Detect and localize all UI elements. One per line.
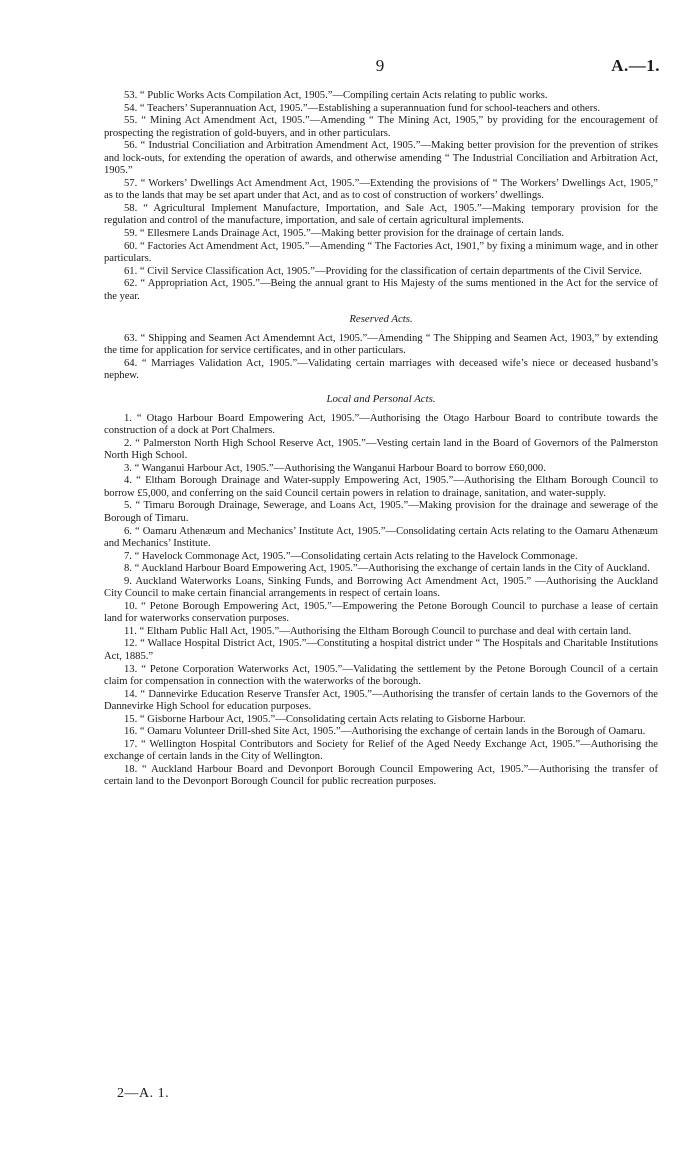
local-act-paragraph: 12. “ Wallace Hospital District Act, 1905.”—Constituting a hospital district under “ The Hospitals and Charitable Institutions Act, 1885.” — [104, 638, 658, 662]
act-paragraph: 62. “ Appropriation Act, 1905.”—Being the annual grant to His Majesty of the sums mentioned in the Act for the service of the year. — [104, 278, 658, 302]
act-paragraph: 61. “ Civil Service Classification Act, 1905.”—Providing for the classification of certain departments of the Civil Service. — [124, 265, 642, 277]
page-header — [100, 56, 660, 80]
local-act-paragraph: 14. “ Dannevirke Education Reserve Transfer Act, 1905.”—Authorising the transfer of certain lands to the Governors of the Dannevirke High School for education purposes. — [104, 688, 658, 713]
local-act-paragraph: 4. “ Eltham Borough Drainage and Water-supply Empowering Act, 1905.”—Authorising the Eltham Borough Council to borrow £5,000, and conferring on the said Council certain powers in relation to drainage, sanitation, and water-supply. — [104, 475, 658, 499]
reserved-act-paragraph: 64. “ Marriages Validation Act, 1905.”—Validating certain marriages with deceased wife’s niece or deceased husband’s nephew. — [104, 357, 658, 382]
act-paragraph: 55. “ Mining Act Amendment Act, 1905.”—Amending “ The Mining Act, 1905,” by providing for the encouragement of prospecting the registration of gold-buyers, and in other particulars. — [104, 115, 658, 139]
local-act-paragraph: 1. “ Otago Harbour Board Empowering Act, 1905.”—Authorising the Otago Harbour Board to contribute towards the construction of a dock at Port Chalmers. — [104, 412, 658, 437]
act-paragraph: 59. “ Ellesmere Lands Drainage Act, 1905.”—Making better provision for the drainage of certain lands. — [124, 228, 565, 240]
local-acts-list — [104, 413, 658, 789]
act-paragraph: 56. “ Industrial Conciliation and Arbitration Amendment Act, 1905.”—Making better provision for the prevention of strikes and lock-outs, for extending the operation of awards, and otherwise amending “ The Industrial Conciliation and Arbitration Act, 1905.” — [104, 140, 658, 177]
act-paragraph: 54. “ Teachers’ Superannuation Act, 1905.”—Establishing a superannuation fund for school-teachers and others. — [124, 102, 601, 114]
page-number: 9 — [375, 56, 385, 75]
public-acts-list — [104, 90, 658, 303]
local-act-paragraph: 3. “ Wanganui Harbour Act, 1905.”—Authorising the Wanganui Harbour Board to borrow £60,000. — [124, 462, 546, 474]
reserved-act-paragraph: 63. “ Shipping and Seamen Act Amendemnt Act, 1905.”—Amending “ The Shipping and Seamen Act, 1903,” by extending the time for application for service certificates, and in other particulars. — [104, 332, 658, 357]
document-body — [104, 90, 658, 789]
local-act-paragraph: 11. “ Eltham Public Hall Act, 1905.”—Authorising the Eltham Borough Council to purchase and deal with certain land. — [124, 625, 632, 637]
act-paragraph: 53. “ Public Works Acts Compilation Act, 1905.”—Compiling certain Acts relating to public works. — [124, 90, 548, 101]
local-act-paragraph: 16. “ Oamaru Volunteer Drill-shed Site Act, 1905.”—Authorising the exchange of certain lands in the Borough of Oamaru. — [124, 726, 646, 738]
local-act-paragraph: 15. “ Gisborne Harbour Act, 1905.”—Consolidating certain Acts relating to Gisborne Harbour. — [124, 713, 526, 725]
local-act-paragraph: 5. “ Timaru Borough Drainage, Sewerage, and Loans Act, 1905.”—Making provision for the drainage and sewerage of the Borough of Timaru. — [104, 500, 658, 524]
act-paragraph: 60. “ Factories Act Amendment Act, 1905.”—Amending “ The Factories Act, 1901,” by fixing a minimum wage, and in other particulars. — [104, 240, 658, 265]
local-act-paragraph: 6. “ Oamaru Athenæum and Mechanics’ Institute Act, 1905.”—Consolidating certain Acts relating to the Oamaru Athenæum and Mechanics’ Institute. — [104, 525, 658, 550]
local-act-paragraph: 7. “ Havelock Commonage Act, 1905.”—Consolidating certain Acts relating to the Havelock Commonage. — [124, 550, 578, 562]
local-act-paragraph: 2. “ Palmerston North High School Reserve Act, 1905.”—Vesting certain land in the Board of Governors of the Palmerston North High School. — [104, 437, 658, 462]
document-reference: A.—1. — [611, 56, 660, 75]
act-paragraph: 57. “ Workers’ Dwellings Act Amendment Act, 1905.”—Extending the provisions of “ The Workers’ Dwellings Act, 1905,” as to the lands that may be set apart under that Act, and as to cost of construction of workers’ dwellings. — [104, 177, 658, 202]
local-act-paragraph: 13. “ Petone Corporation Waterworks Act, 1905.”—Validating the settlement by the Petone Borough Council of a certain claim for compensation in connection with the waterworks of the borough. — [104, 663, 658, 688]
reserved-acts-heading: Reserved Acts. — [349, 313, 413, 326]
act-paragraph: 58. “ Agricultural Implement Manufacture, Importation, and Sale Act, 1905.”—Making temporary provision for the regulation and control of the manufacture, importation, and sale of certain agricultural implements. — [104, 202, 658, 227]
reserved-acts-list — [104, 333, 658, 383]
local-act-paragraph: 8. “ Auckland Harbour Board Empowering Act, 1905.”—Authorising the exchange of certain lands in the City of Auckland. — [124, 563, 650, 575]
local-act-paragraph: 9. Auckland Waterworks Loans, Sinking Funds, and Borrowing Act Amendment Act, 1905.” —Authorising the Auckland City Council to make certain financial arrangements in respect of certain loans. — [104, 575, 658, 600]
local-act-paragraph: 18. “ Auckland Harbour Board and Devonport Borough Council Empowering Act, 1905.”—Authorising the transfer of certain land to the Devonport Borough Council for public recreation purposes. — [104, 763, 658, 788]
local-act-paragraph: 17. “ Wellington Hospital Contributors and Society for Relief of the Aged Needy Exchange Act, 1905.”—Authorising the exchange of certain lands in the City of Wellington. — [104, 738, 658, 763]
signature-mark: 2—A. 1. — [117, 1086, 170, 1101]
local-acts-heading: Local and Personal Acts. — [326, 393, 436, 406]
local-act-paragraph: 10. “ Petone Borough Empowering Act, 1905.”—Empowering the Petone Borough Council to purchase a lease of certain land for waterworks conservation purposes. — [104, 600, 658, 625]
